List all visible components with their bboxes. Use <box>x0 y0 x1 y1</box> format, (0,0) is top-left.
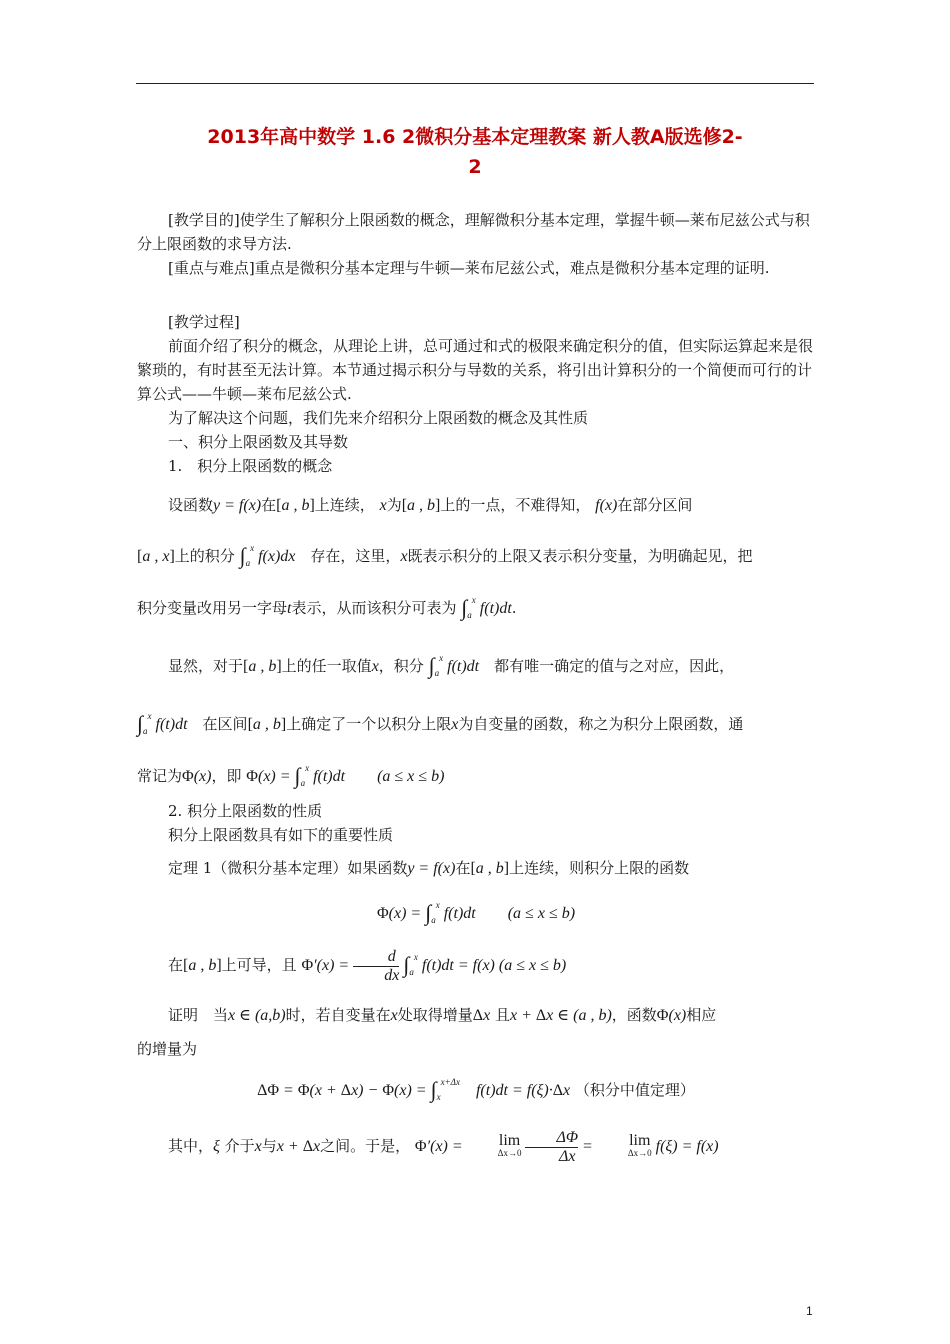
subsection-1-heading: 1. 积分上限函数的概念 <box>168 457 333 475</box>
obvious-line-2: $\int_a^x$ f(t)dt 在区间[a , b]上确定了一个以积分上限x为自变量的函数，称之为积分上限函数，通 <box>137 711 744 736</box>
proof-line-2: 的增量为 <box>137 1040 198 1058</box>
section-1-heading: 一、积分上限函数及其导数 <box>168 433 349 451</box>
proof-line-3: 其中，ξ 介于x与x + Δx之间。于是， Φ′(x) = lim Δx→0 $\frac{\Delta\Phi}{\Delta x}$ = lim Δx→0 f(ξ) = f(x) <box>168 1128 719 1165</box>
obvious-line-1: 显然，对于[a , b]上的任一取值x，积分 $\int_a^x$ f(t)dt 都有唯一确定的值与之对应，因此， <box>168 653 735 678</box>
definition-line-2: [a , x]上的积分 $\int_a^x$ f(x)dx 存在，这里，x既表示积分的上限又表示积分变量，为明确起见，把 <box>137 543 753 568</box>
definition-line-3: 积分变量改用另一字母t表示，从而该积分可表为 $\int_a^x$ f(t)dt. <box>137 595 517 620</box>
page-number: 1 <box>806 1304 813 1318</box>
document-body <box>137 208 815 1174</box>
solve-paragraph: 为了解决这个问题，我们先来介绍积分上限函数的概念及其性质 <box>168 409 589 427</box>
document-title <box>150 122 800 182</box>
theorem-line-2: 在[a , b]上可导，且 Φ′(x) = $\frac{d}{dx}$ $\int_a^x$ f(t)dt = f(x) (a ≤ x ≤ b) <box>168 947 567 984</box>
teaching-goal-paragraph: [教学目的]使学生了解积分上限函数的概念，理解微积分基本定理，掌握牛顿—莱布尼兹公式与积分上限函数的求导方法. <box>137 211 810 253</box>
theorem-line-1: 定理 1（微积分基本定理）如果函数y = f(x)在[a , b]上连续，则积分上限的函数 <box>168 859 690 877</box>
subsection-2-heading: 2. 积分上限函数的性质 <box>168 802 323 820</box>
title-line-1: 2013年高中数学 1.6 2微积分基本定理教案 新人教A版选修2- <box>207 126 743 148</box>
theorem-formula-phi: $\Phi(x) = \int_a^x$ f(t)dt (a ≤ x ≤ b) <box>376 900 576 925</box>
title-line-2: 2 <box>468 156 482 178</box>
intro-paragraph: 前面介绍了积分的概念，从理论上讲，总可通过和式的极限来确定积分的值，但实际运算起来是很繁琐的，有时甚至无法计算。本节通过揭示积分与导数的关系，将引出计算积分的一个简便而可行的计算公式——牛顿—莱布尼兹公式. <box>137 337 814 403</box>
mean-value-theorem-note: （积分中值定理） <box>574 1081 695 1099</box>
proof-line-1: 证明 当x ∈ (a,b)时，若自变量在x处取得增量Δx 且x + Δx ∈ (a , b)，函数Φ(x)相应 <box>168 1006 717 1024</box>
key-points-paragraph: [重点与难点]重点是微积分基本定理与牛顿—莱布尼兹公式，难点是微积分基本定理的证明. <box>168 259 770 277</box>
header-rule <box>136 83 814 84</box>
proof-increment-formula: $\Delta\Phi = \Phi(x + \Delta x) - \Phi(x) = \int_x^{x+\Delta x}$ f(t)dt = f(ξ)·Δx （积分中值定理） <box>257 1077 695 1102</box>
subsection-2-text: 积分上限函数具有如下的重要性质 <box>168 826 394 844</box>
obvious-line-3: 常记为Φ(x)，即 $\Phi(x) = \int_a^x$ f(t)dt (a ≤ x ≤ b) <box>137 763 445 788</box>
process-heading: [教学过程] <box>168 313 240 331</box>
definition-line-1: 设函数y = f(x)在[a , b]上连续， x为[a , b]上的一点，不难得知， f(x)在部分区间 <box>168 496 693 514</box>
